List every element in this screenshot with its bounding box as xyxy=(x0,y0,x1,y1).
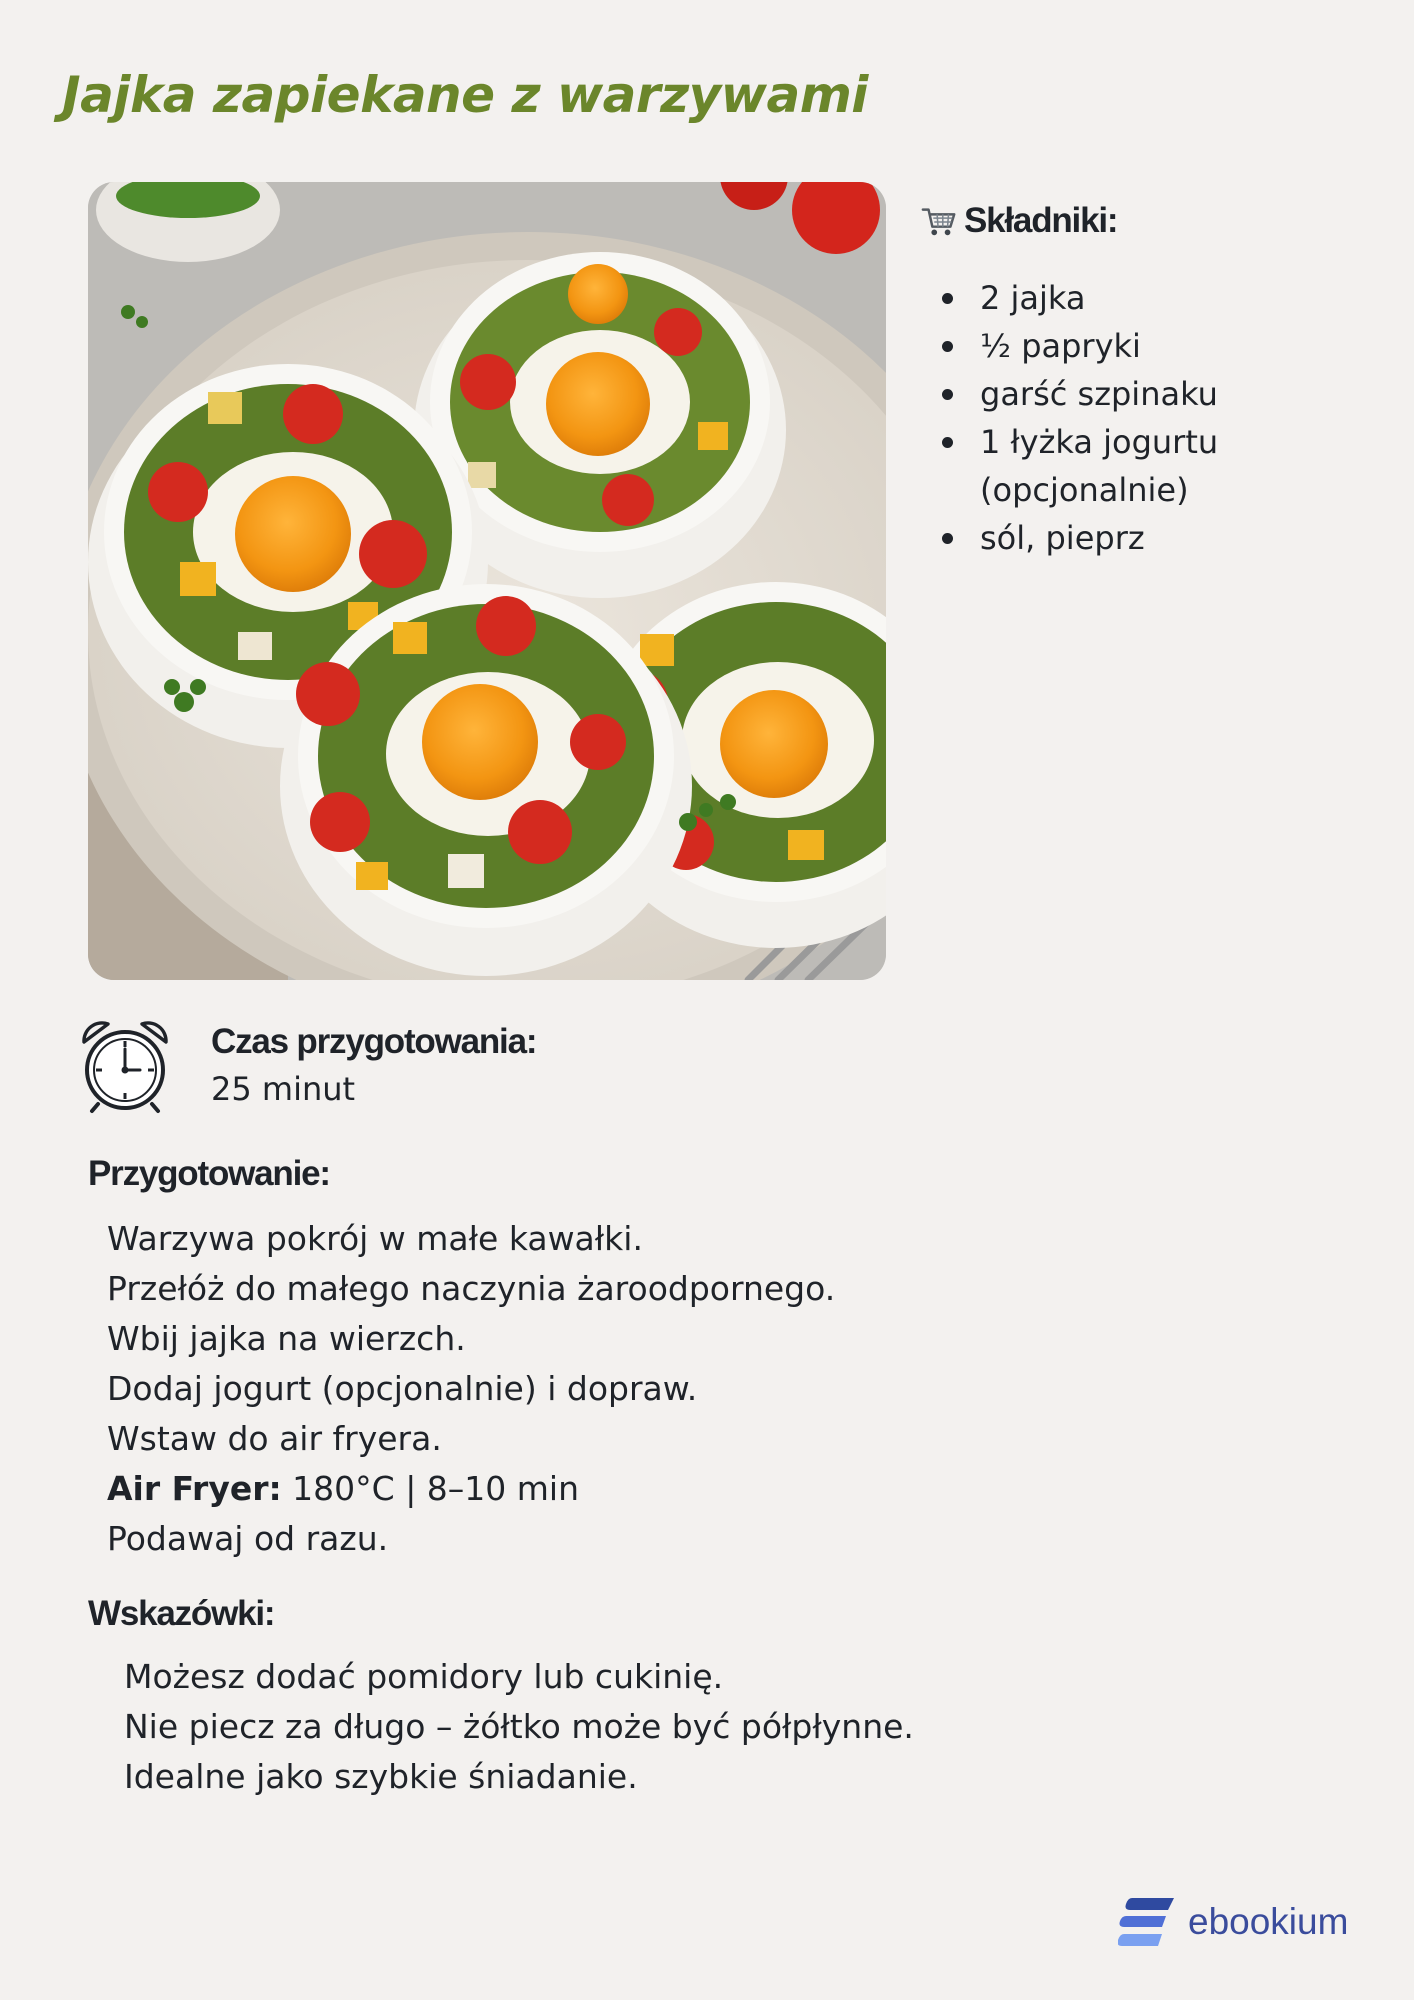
ingredients-header xyxy=(920,198,1390,244)
airfryer-step xyxy=(107,1464,835,1514)
brand-footer xyxy=(1118,1896,1348,1948)
airfryer-label: Air Fryer: xyxy=(107,1469,282,1508)
step-item: Przełóż do małego naczynia żaroodpornego. xyxy=(107,1269,836,1308)
tip-item: Możesz dodać pomidory lub cukinię. xyxy=(124,1657,724,1696)
tip-item: Nie piecz za długo – żółtko może być półpłynne. xyxy=(124,1707,914,1746)
preparation-steps xyxy=(107,1214,835,1564)
recipe-photo xyxy=(88,182,886,980)
ingredient-item: ½ papryki xyxy=(920,322,1390,370)
ebookium-logo-icon xyxy=(1118,1896,1178,1948)
baked-eggs-illustration xyxy=(88,182,886,980)
step-item: Wbij jajka na wierzch. xyxy=(107,1319,466,1358)
prep-time-label: Czas przygotowania: xyxy=(211,1022,537,1061)
alarm-clock-icon xyxy=(78,1018,172,1114)
ingredient-item: garść szpinaku xyxy=(920,370,1390,418)
shopping-cart-icon xyxy=(920,202,958,240)
prep-time-value: 25 minut xyxy=(211,1070,356,1108)
ingredients-heading: Składniki: xyxy=(964,201,1118,240)
ingredient-item: 1 łyżka jogurtu (opcjonalnie) xyxy=(920,418,1270,514)
step-item: Podawaj od razu. xyxy=(107,1519,389,1558)
tip-item: Idealne jako szybkie śniadanie. xyxy=(124,1757,638,1796)
ingredient-item: 2 jajka xyxy=(920,274,1390,322)
ingredients-list xyxy=(920,274,1390,562)
prep-time xyxy=(78,1016,678,1116)
step-item: Warzywa pokrój w małe kawałki. xyxy=(107,1219,643,1258)
step-item: Dodaj jogurt (opcjonalnie) i dopraw. xyxy=(107,1369,698,1408)
ingredient-item: sól, pieprz xyxy=(920,514,1390,562)
preparation-heading: Przygotowanie: xyxy=(88,1154,330,1193)
tips-heading: Wskazówki: xyxy=(88,1594,275,1633)
airfryer-value: 180°C | 8–10 min xyxy=(281,1469,580,1508)
ingredients-section xyxy=(920,198,1390,562)
recipe-title: Jajka zapiekane z warzywami xyxy=(62,66,868,124)
brand-name: ebookium xyxy=(1188,1901,1349,1942)
tips-list xyxy=(124,1652,914,1802)
step-item: Wstaw do air fryera. xyxy=(107,1419,442,1458)
